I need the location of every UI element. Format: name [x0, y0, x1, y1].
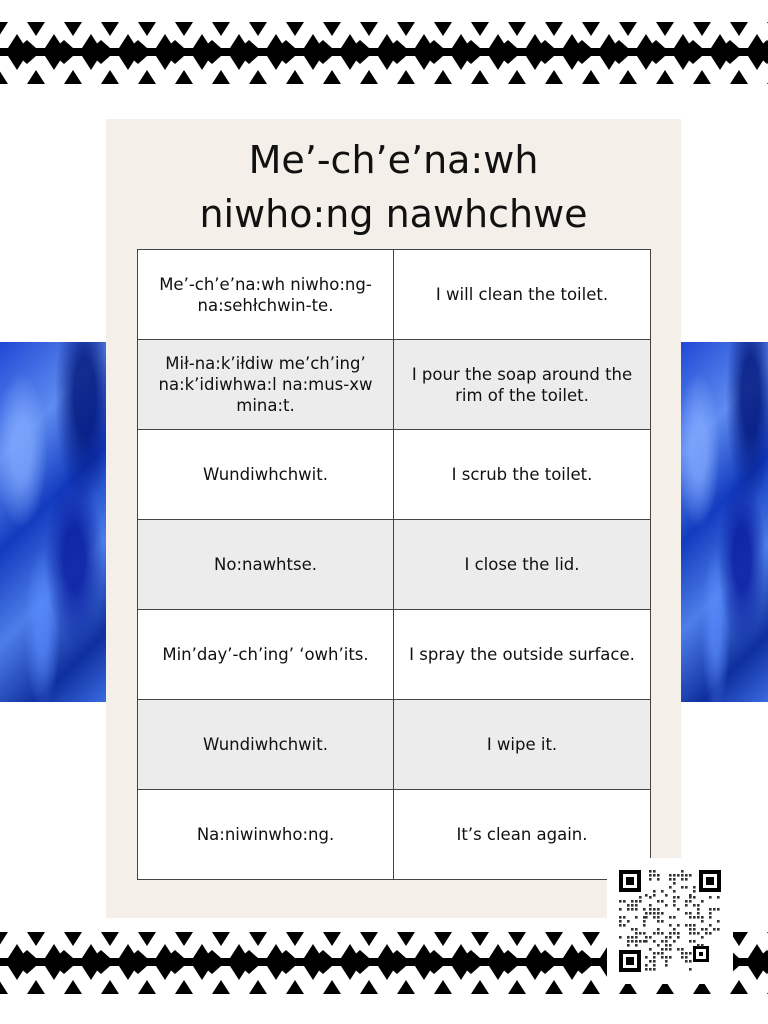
title-line-2: niwho:ng nawhchwe [199, 192, 588, 236]
english-translation: I wipe it. [394, 700, 651, 790]
title-line-1: Me’-ch’e’na:wh [248, 138, 539, 182]
hupa-phrase: Mił-na:k’iłdiw me’ch’ing’ na:k’idiwhwa:l na:mus-xw mina:t. [138, 340, 394, 430]
table-row [138, 520, 651, 610]
english-translation: I scrub the toilet. [394, 430, 651, 520]
english-translation: It’s clean again. [394, 790, 651, 880]
hupa-phrase: Wundiwhchwit. [138, 700, 394, 790]
hupa-phrase: No:nawhtse. [138, 520, 394, 610]
hupa-phrase: Wundiwhchwit. [138, 430, 394, 520]
english-translation: I spray the outside surface. [394, 610, 651, 700]
table-row [138, 700, 651, 790]
english-translation: I will clean the toilet. [394, 250, 651, 340]
vocabulary-table [137, 249, 651, 880]
hupa-phrase: Na:niwinwho:ng. [138, 790, 394, 880]
hupa-phrase: Me’-ch’e’na:wh niwho:ng-na:sehłchwin-te. [138, 250, 394, 340]
table-row [138, 250, 651, 340]
hupa-phrase: Min’day’-ch’ing’ ‘owh’its. [138, 610, 394, 700]
table-row [138, 430, 651, 520]
table-row [138, 790, 651, 880]
table-row [138, 340, 651, 430]
english-translation: I close the lid. [394, 520, 651, 610]
qr-code-icon[interactable] [607, 858, 733, 984]
top-triangle-border [0, 18, 768, 88]
page-title [106, 133, 681, 241]
blue-texture-left [0, 342, 106, 702]
english-translation: I pour the soap around the rim of the toilet. [394, 340, 651, 430]
blue-texture-right [681, 342, 768, 702]
table-row [138, 610, 651, 700]
